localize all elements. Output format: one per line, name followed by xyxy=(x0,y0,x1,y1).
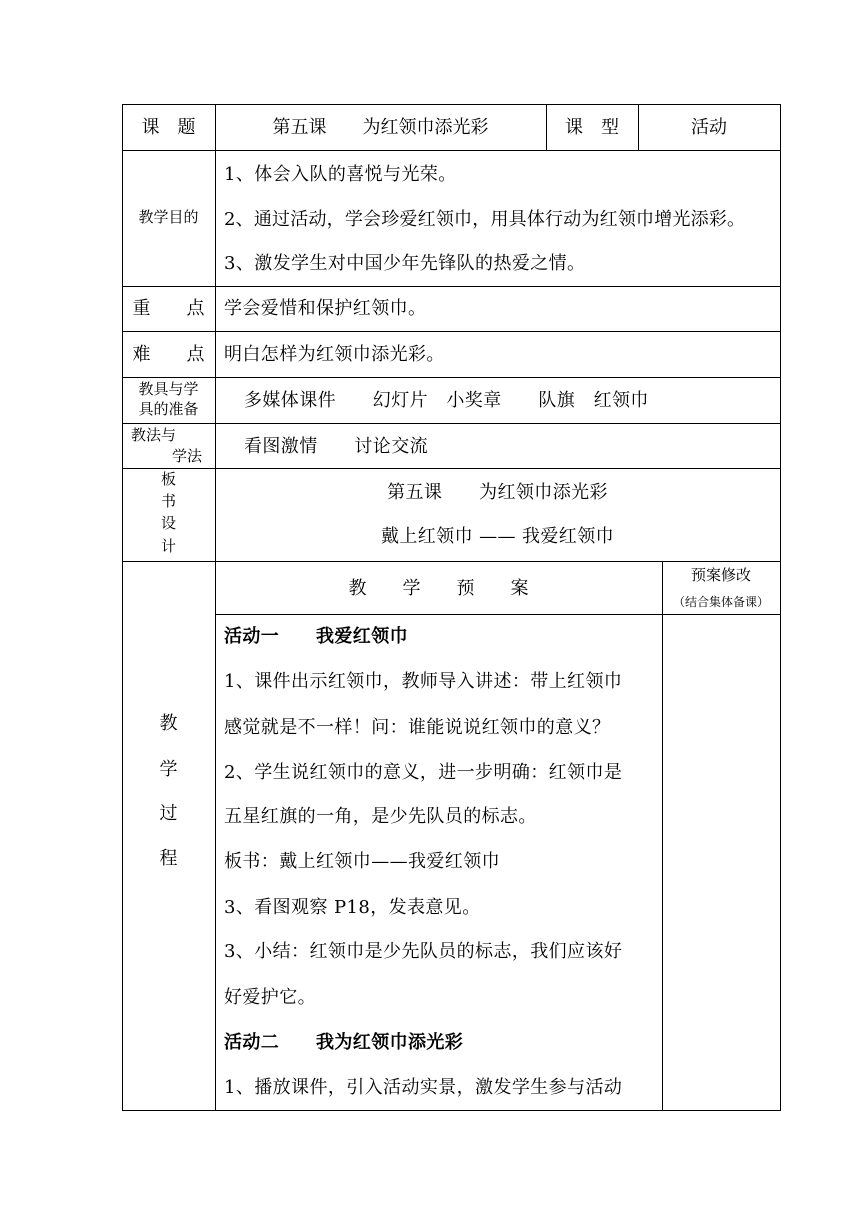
topic-label: 课 题 xyxy=(141,117,196,138)
goal-item: 2、通过活动，学会珍爱红领巾，用具体行动为红领巾增光添彩。 xyxy=(224,209,746,230)
process-line: 2、学生说红领巾的意义，进一步明确：红领巾是 xyxy=(224,762,623,783)
tools-label-line2: 具的准备 xyxy=(138,400,199,418)
board-line-2: 戴上红领巾 —— 我爱红领巾 xyxy=(380,526,615,547)
methods-label-line1: 教法与 xyxy=(131,426,177,444)
revision-note: （结合集体备课） xyxy=(672,595,769,609)
grid-line xyxy=(122,150,781,151)
process-line: 五星红旗的一角，是少先队员的标志。 xyxy=(224,806,537,827)
tools-value: 多媒体课件 幻灯片 小奖章 队旗 红领巾 xyxy=(244,390,649,411)
process-line: 活动一 我爱红领巾 xyxy=(224,626,408,647)
difficulty-value: 明白怎样为红领巾添光彩。 xyxy=(224,344,445,365)
grid-line xyxy=(662,561,663,1111)
difficulty-label: 难 点 xyxy=(132,344,205,365)
process-line: 3、小结：红领巾是少先队员的标志，我们应该好 xyxy=(224,941,623,962)
grid-line xyxy=(122,561,781,562)
goal-item: 3、激发学生对中国少年先锋队的热爱之情。 xyxy=(224,253,586,274)
process-line: 好爱护它。 xyxy=(224,987,316,1008)
board-label-char: 计 xyxy=(160,537,176,555)
board-label-char: 设 xyxy=(160,514,176,532)
grid-line xyxy=(122,286,781,287)
grid-line xyxy=(215,614,781,615)
plan-header: 教 学 预 案 xyxy=(348,578,529,599)
board-line-1: 第五课 为红领巾添光彩 xyxy=(387,482,608,503)
grid-line xyxy=(780,104,781,1111)
process-line: 感觉就是不一样！问：谁能说说红领巾的意义？ xyxy=(224,717,611,738)
process-label-char: 程 xyxy=(159,848,178,869)
process-line: 3、看图观察 P18，发表意见。 xyxy=(224,897,481,918)
key-point-value: 学会爱惜和保护红领巾。 xyxy=(224,298,427,319)
board-label-char: 书 xyxy=(160,492,176,510)
type-label: 课 型 xyxy=(565,117,619,138)
process-label-char: 学 xyxy=(159,759,178,780)
grid-line xyxy=(122,104,123,1111)
methods-label-line2: 学法 xyxy=(172,447,203,465)
grid-line xyxy=(122,423,781,424)
grid-line xyxy=(122,104,781,105)
revision-header: 预案修改 xyxy=(690,566,751,584)
topic-value: 第五课 为红领巾添光彩 xyxy=(272,117,489,138)
process-line: 1、课件出示红领巾，教师导入讲述：带上红领巾 xyxy=(224,671,623,692)
type-value: 活动 xyxy=(691,117,727,138)
grid-line xyxy=(215,104,216,1111)
process-line: 板书：戴上红领巾——我爱红领巾 xyxy=(224,851,500,872)
tools-label-line1: 教具与学 xyxy=(138,380,199,398)
grid-line xyxy=(122,1110,781,1111)
process-label-char: 过 xyxy=(159,803,178,824)
process-line: 1、播放课件，引入活动实景，激发学生参与活动 xyxy=(224,1077,623,1098)
goals-label: 教学目的 xyxy=(138,208,199,226)
grid-line xyxy=(122,331,781,332)
methods-value: 看图激情 讨论交流 xyxy=(244,436,428,457)
grid-line xyxy=(122,468,781,469)
process-line: 活动二 我为红领巾添光彩 xyxy=(224,1032,464,1053)
grid-line xyxy=(122,377,781,378)
board-label-char: 板 xyxy=(160,470,176,488)
goal-item: 1、体会入队的喜悦与光荣。 xyxy=(224,164,457,185)
process-label-char: 教 xyxy=(159,713,178,734)
key-point-label: 重 点 xyxy=(132,298,205,319)
